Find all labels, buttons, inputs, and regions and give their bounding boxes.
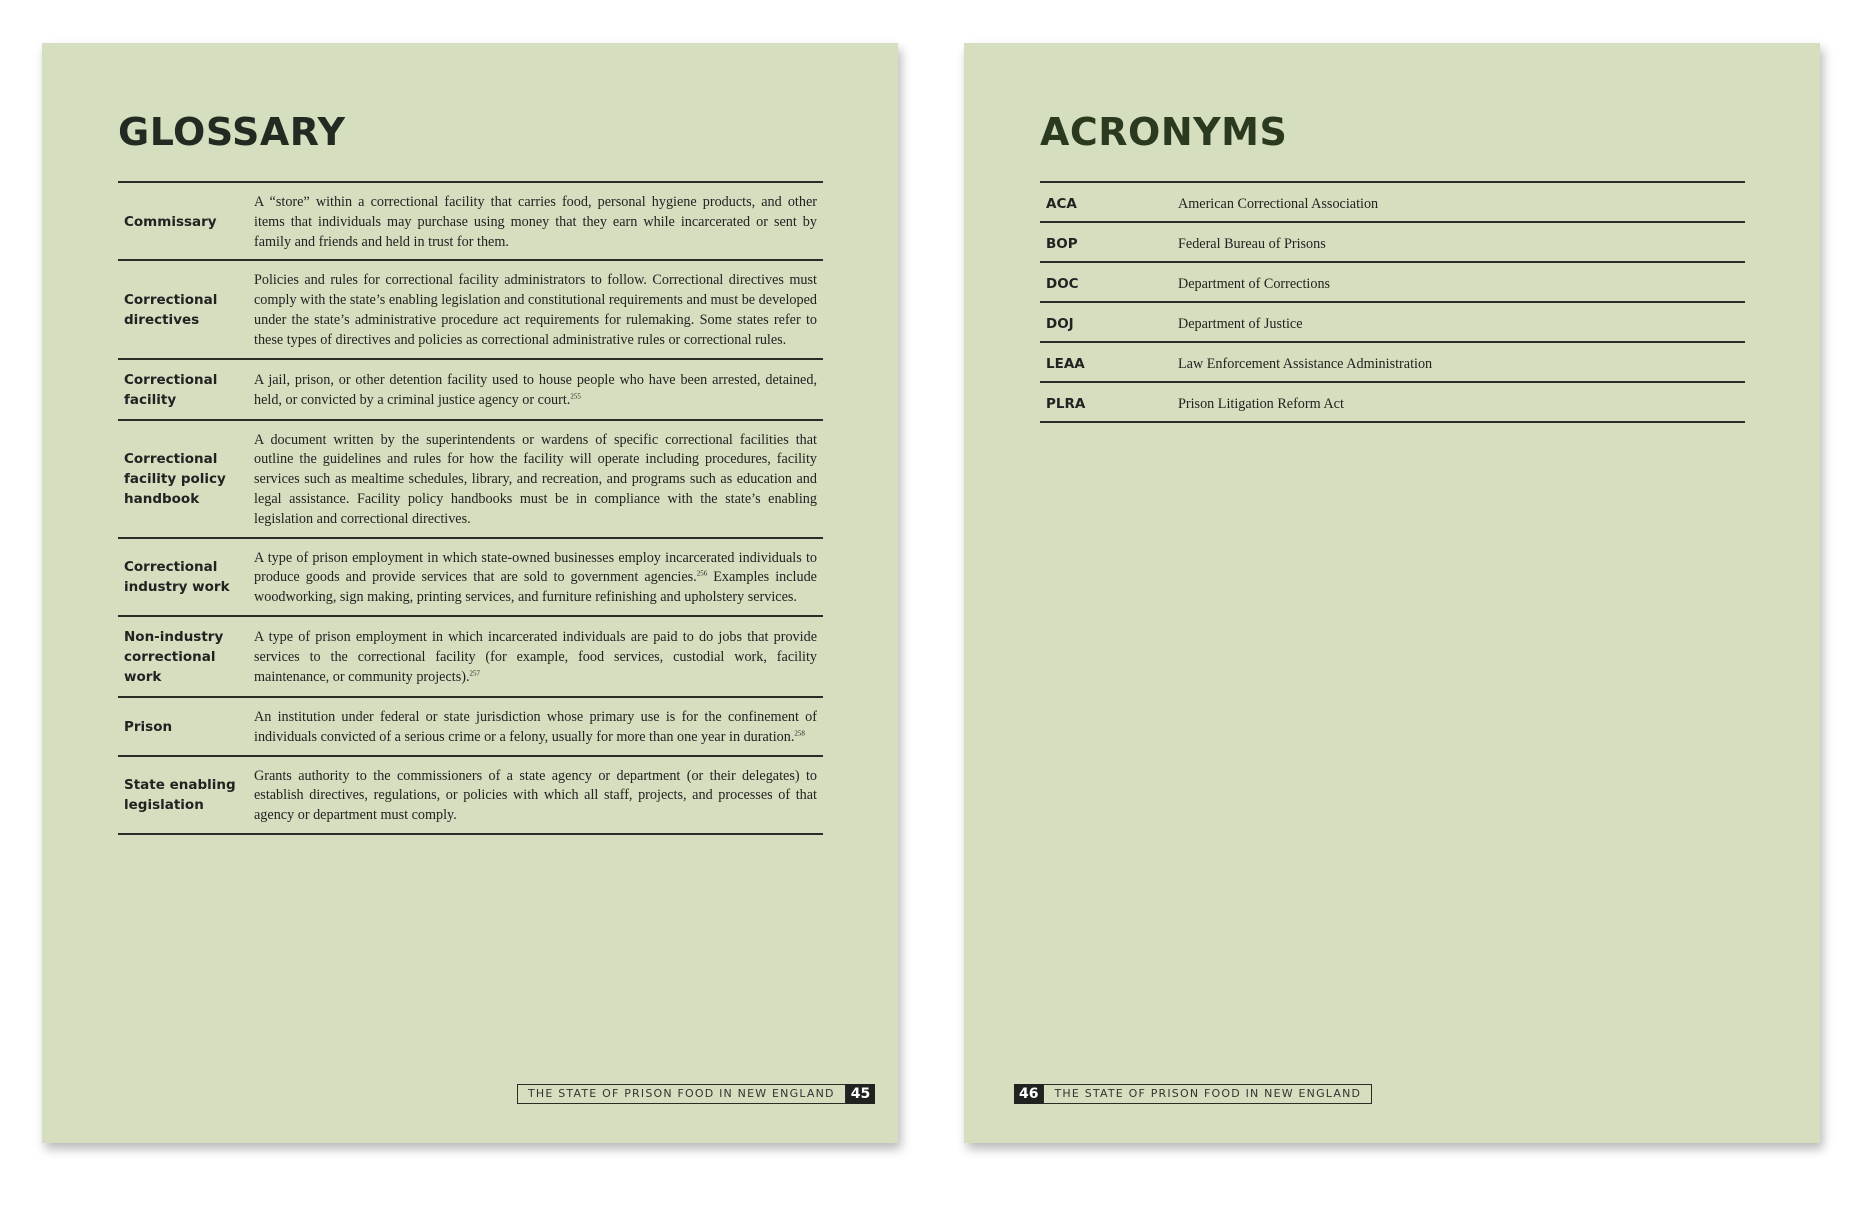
glossary-definition: [248, 182, 823, 260]
footnote-marker: 256: [696, 569, 708, 578]
definition-text: Grants authority to the commissioners of a state agency or department (or their delegates) to establish directives, regulations, or policies with which all staff, projects, and processes of that agency or department must comply.: [254, 767, 817, 824]
glossary-row: [118, 359, 823, 420]
footer-title: THE STATE OF PRISON FOOD IN NEW ENGLAND: [517, 1084, 846, 1104]
glossary-row: [118, 182, 823, 260]
glossary-definition: [248, 260, 823, 358]
footnote-marker: 257: [469, 669, 481, 678]
definition-text: A jail, prison, or other detention facility used to house people who have been arrested, detained, held, or convicted by a criminal justice agency or court.: [254, 371, 817, 408]
glossary-term: Correctional facility: [118, 359, 248, 420]
acronym-row: [1040, 302, 1745, 342]
acronym-abbreviation: DOC: [1040, 262, 1172, 302]
acronyms-page: [964, 43, 1820, 1143]
glossary-row: [118, 260, 823, 358]
page-footer: [1014, 1084, 1372, 1104]
acronym-row: [1040, 382, 1745, 422]
glossary-row: [118, 420, 823, 538]
definition-text: An institution under federal or state jurisdiction whose primary use is for the confinement of individuals convicted of a serious crime or a felony, usually for more than one year in duration.: [254, 708, 817, 745]
footnote-marker: 255: [570, 391, 581, 400]
glossary-row: [118, 756, 823, 834]
acronyms-table: [1040, 181, 1745, 423]
glossary-row: [118, 697, 823, 756]
page-number: 45: [846, 1084, 875, 1104]
acronym-abbreviation: PLRA: [1040, 382, 1172, 422]
acronym-expansion: Department of Justice: [1172, 302, 1745, 342]
acronym-expansion: Law Enforcement Assistance Administration: [1172, 342, 1745, 382]
definition-text: A type of prison employment in which incarcerated individuals are paid to do jobs that provide services to the correctional facility (for example, food services, custodial work, facility maintenance, or community projects).: [254, 629, 817, 685]
acronym-row: [1040, 182, 1745, 222]
glossary-term: Non-industry correctional work: [118, 616, 248, 697]
acronym-abbreviation: LEAA: [1040, 342, 1172, 382]
glossary-definition: [248, 616, 823, 697]
acronym-abbreviation: DOJ: [1040, 302, 1172, 342]
acronym-expansion: Federal Bureau of Prisons: [1172, 222, 1745, 262]
definition-text: A document written by the superintendents or wardens of specific correctional facilities that outline the guidelines and rules for how the facility will operate including procedures, facility services such as mealtime schedules, library, and recreation, and programs such as education and legal assistance. Facility policy handbooks must be in compliance with the state’s enabling legislation and correctional directives.: [254, 431, 817, 527]
glossary-title: GLOSSARY: [118, 110, 346, 154]
glossary-table: [118, 181, 823, 835]
glossary-row: [118, 616, 823, 697]
acronyms-title: ACRONYMS: [1040, 110, 1288, 154]
acronym-row: [1040, 262, 1745, 302]
footer-title: THE STATE OF PRISON FOOD IN NEW ENGLAND: [1043, 1084, 1372, 1104]
acronym-abbreviation: BOP: [1040, 222, 1172, 262]
glossary-term: State enabling legislation: [118, 756, 248, 834]
glossary-definition: [248, 359, 823, 420]
glossary-term: Correctional directives: [118, 260, 248, 358]
glossary-term: Correctional facility policy handbook: [118, 420, 248, 538]
glossary-term: Correctional industry work: [118, 538, 248, 616]
acronym-row: [1040, 222, 1745, 262]
glossary-term: Prison: [118, 697, 248, 756]
acronym-expansion: Department of Corrections: [1172, 262, 1745, 302]
glossary-page: [42, 43, 898, 1143]
definition-text: A type of prison employment in which state-owned businesses employ incarcerated individuals to produce goods and provide services that are sold to government agencies.: [254, 549, 817, 586]
glossary-definition: [248, 697, 823, 756]
acronym-expansion: American Correctional Association: [1172, 182, 1745, 222]
page-footer: [517, 1084, 875, 1104]
glossary-definition: [248, 420, 823, 538]
glossary-definition: [248, 756, 823, 834]
glossary-definition: [248, 538, 823, 616]
definition-text: A “store” within a correctional facility that carries food, personal hygiene products, and other items that individuals may purchase using money that they earn while incarcerated or sent by family and friends and held in trust for them.: [254, 194, 817, 250]
definition-text-continued: Examples include woodworking, sign making, printing services, and furniture refinishing and upholstery services.: [254, 569, 817, 606]
definition-text: Policies and rules for correctional facility administrators to follow. Correctional directives must comply with the state’s enabling legislation and constitutional requirements and must be developed under the state’s administrative procedure act requirements for rulemaking. Some states refer to these types of directives and policies as correctional administrative rules or correctional rules.: [254, 272, 817, 348]
acronym-row: [1040, 342, 1745, 382]
acronym-abbreviation: ACA: [1040, 182, 1172, 222]
glossary-row: [118, 538, 823, 616]
acronym-expansion: Prison Litigation Reform Act: [1172, 382, 1745, 422]
footnote-marker: 258: [794, 729, 805, 738]
glossary-term: Commissary: [118, 182, 248, 260]
page-number: 46: [1014, 1084, 1043, 1104]
